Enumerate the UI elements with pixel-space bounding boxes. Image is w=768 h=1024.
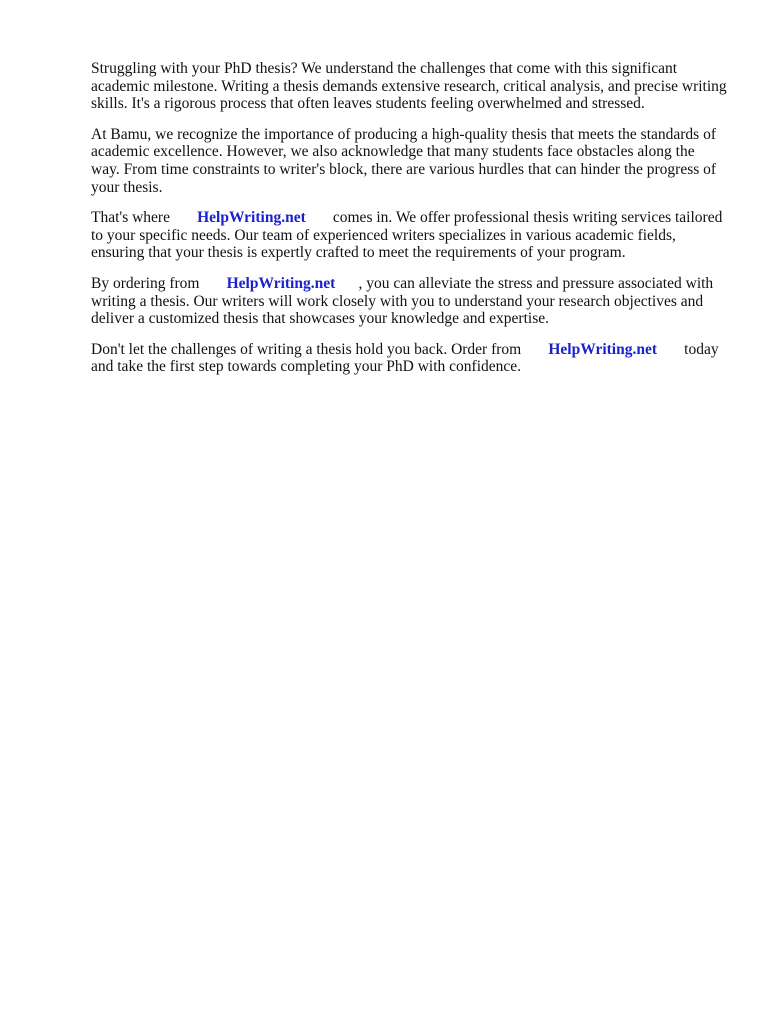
paragraph-services-lead: That's where: [91, 209, 198, 227]
paragraph-closing: [91, 341, 731, 376]
paragraph-ordering: [91, 275, 731, 328]
paragraph-closing-lead: Don't let the challenges of writing a thesis hold you back. Order from: [91, 340, 549, 358]
paragraph-closing-rest: today and take the first step towards completing your PhD with confidence.: [91, 340, 719, 376]
document-body: [91, 60, 731, 389]
helpwriting-link-3[interactable]: HelpWriting.net: [548, 340, 658, 358]
helpwriting-link-2[interactable]: HelpWriting.net: [226, 274, 336, 292]
paragraph-intro: Struggling with your PhD thesis? We understand the challenges that come with this significant academic milestone. Writing a thesis demands extensive research, critical analysis, and precise writing skills. It's a rigorous process that often leaves students feeling overwhelmed and stressed.: [91, 60, 727, 113]
paragraph-ordering-lead: By ordering from: [91, 274, 227, 292]
helpwriting-link-1[interactable]: HelpWriting.net: [197, 209, 306, 227]
paragraph-bamu: At Bamu, we recognize the importance of producing a high-quality thesis that meets the standards of academic excellence. However, we also acknowledge that many students face obstacles along the way. From time constraints to writer's block, there are various hurdles that can hinder the progress of your thesis.: [91, 125, 717, 196]
paragraph-services: [91, 209, 731, 262]
paragraph-services-rest: comes in. We offer professional thesis writing services tailored to your specific needs. Our team of experienced writers specializes in various academic fields, ensuring that your thesis is expertly crafted to meet the requirements of your program.: [91, 209, 723, 262]
paragraph-ordering-rest: , you can alleviate the stress and pressure associated with writing a thesis. Our writers will work closely with you to understand your research objectives and deliver a customized thesis that showcases your knowledge and expertise.: [91, 274, 714, 328]
